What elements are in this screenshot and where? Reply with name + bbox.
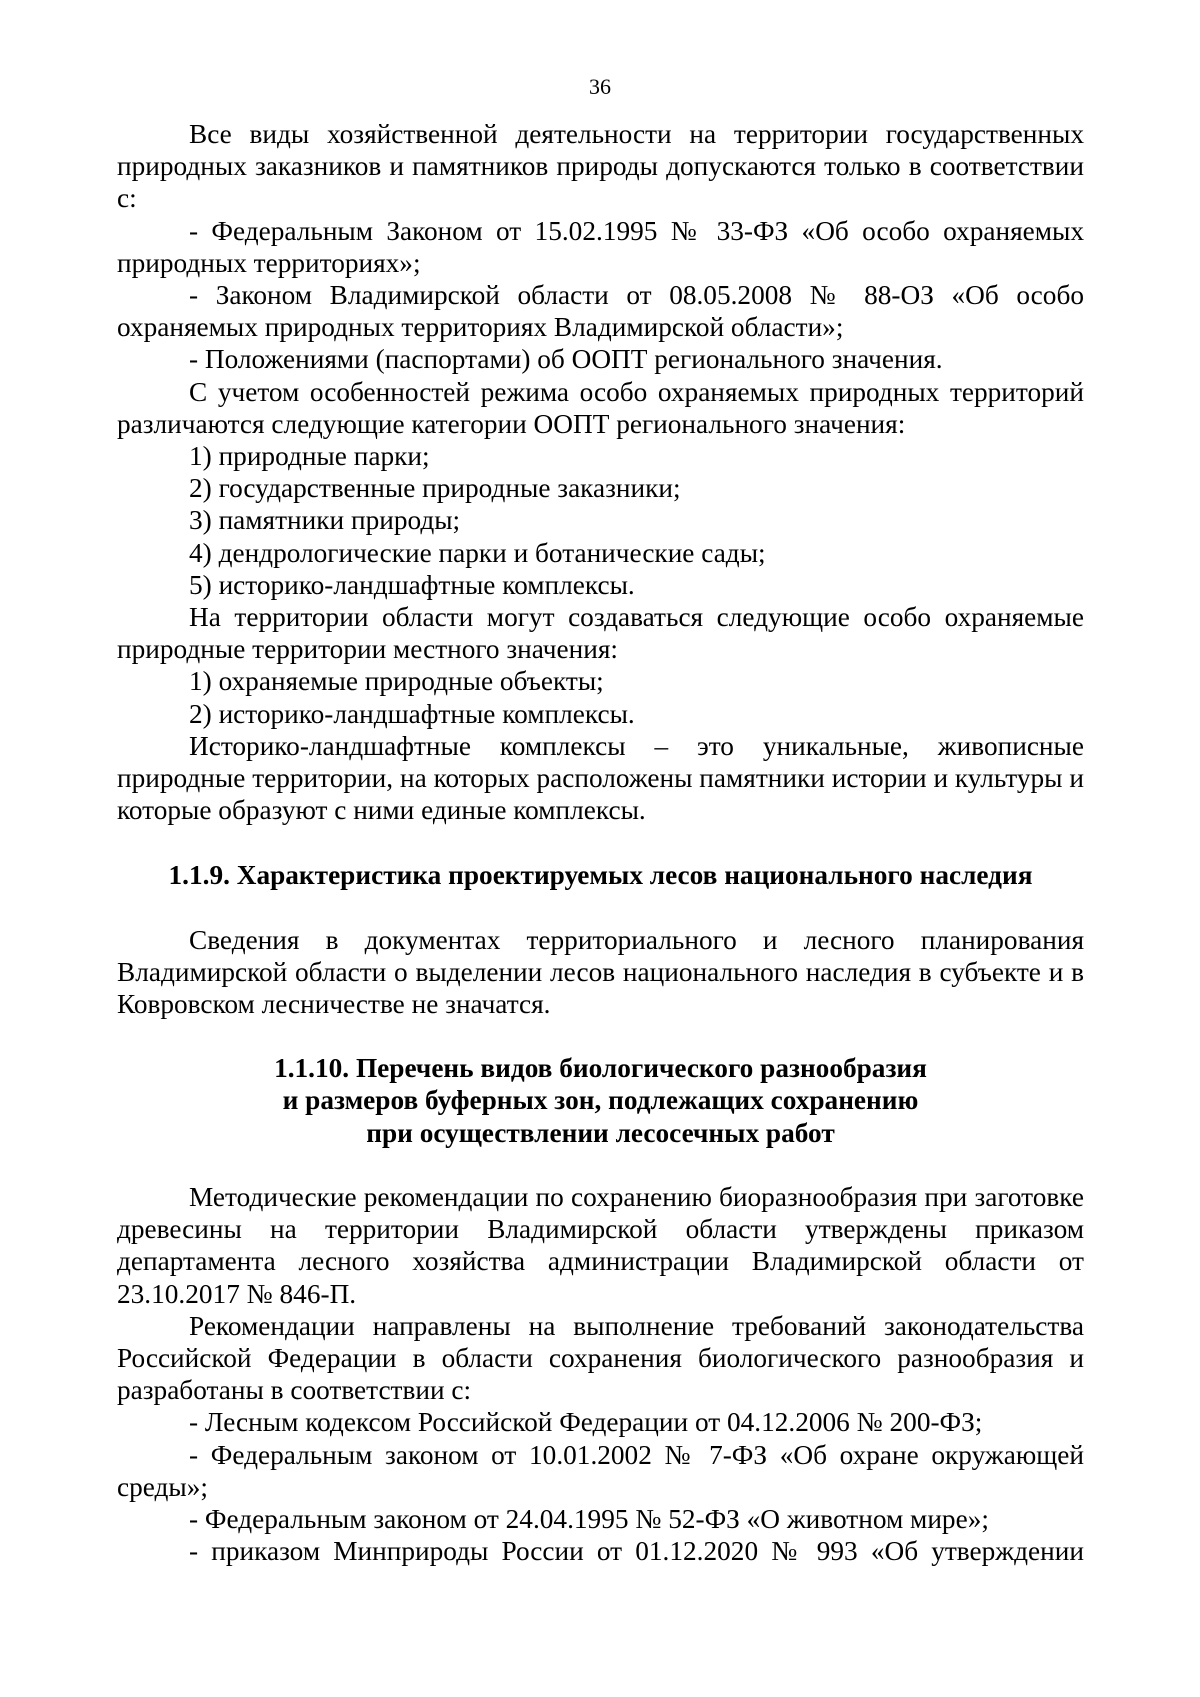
list-item: 2) государственные природные заказники;: [189, 473, 681, 504]
paragraph: - Законом Владимирской области от 08.05.2008 № 88-ОЗ «Об особо охраняемых природных территориях Владимирской области»;: [117, 280, 1084, 343]
paragraph: - Федеральным Законом от 15.02.1995 № 33-ФЗ «Об особо охраняемых природных территориях»;: [117, 215, 1084, 278]
list-item: 5) историко-ландшафтные комплексы.: [189, 569, 635, 600]
paragraph: Методические рекомендации по сохранению биоразнообразия при заготовке древесины на территории Владимирской области утверждены приказом департамента лесного хозяйства администрации Владимирской области от 23.10.2017 № 846-П.: [117, 1181, 1084, 1309]
paragraph: - Положениями (паспортами) об ООПТ регионального значения.: [189, 344, 943, 375]
list-item: - приказом Минприроды России от 01.12.2020 № 993 «Об утверждении: [189, 1536, 1084, 1567]
list-item: 4) дендрологические парки и ботанические сады;: [189, 537, 766, 568]
list-item: 2) историко-ландшафтные комплексы.: [189, 698, 635, 729]
paragraph: На территории области могут создаваться следующие особо охраняемые природные территории местного значения:: [117, 602, 1084, 665]
paragraph: Сведения в документах территориального и лесного планирования Владимирской области о выделении лесов национального наследия в субъекте и в Ковровском лесничестве не значатся.: [117, 924, 1084, 1020]
list-item: - Федеральным законом от 24.04.1995 № 52-ФЗ «О животном мире»;: [189, 1503, 989, 1534]
paragraph: Рекомендации направлены на выполнение требований законодательства Российской Федерации в области сохранения биологического разнообразия и разработаны в соответствии с:: [117, 1310, 1084, 1406]
section-heading-1-1-10-line3: при осуществлении лесосечных работ: [366, 1117, 835, 1148]
list-item: - Федеральным законом от 10.01.2002 № 7-ФЗ «Об охране окружающей среды»;: [117, 1439, 1084, 1502]
section-heading-1-1-10-line1: 1.1.10. Перечень видов биологического разнообразия: [274, 1053, 927, 1084]
list-item: - Лесным кодексом Российской Федерации от 04.12.2006 № 200-ФЗ;: [189, 1407, 983, 1438]
list-item: 1) охраняемые природные объекты;: [189, 666, 604, 697]
paragraph: Историко-ландшафтные комплексы – это уникальные, живописные природные территории, на которых расположены памятники истории и культуры и которые образуют с ними единые комплексы.: [117, 730, 1084, 826]
paragraph: Все виды хозяйственной деятельности на территории государственных природных заказников и памятников природы допускаются только в соответствии с:: [117, 119, 1084, 214]
document-body: [117, 118, 1084, 1567]
section-heading-1-1-10-line2: и размеров буферных зон, подлежащих сохранению: [282, 1085, 919, 1116]
paragraph: С учетом особенностей режима особо охраняемых природных территорий различаются следующие категории ООПТ регионального значения:: [117, 376, 1084, 439]
page-number: 36: [589, 74, 611, 99]
list-item: 3) памятники природы;: [189, 505, 461, 536]
list-item: 1) природные парки;: [189, 441, 430, 472]
section-heading-1-1-9: 1.1.9. Характеристика проектируемых лесов национального наследия: [168, 860, 1033, 891]
